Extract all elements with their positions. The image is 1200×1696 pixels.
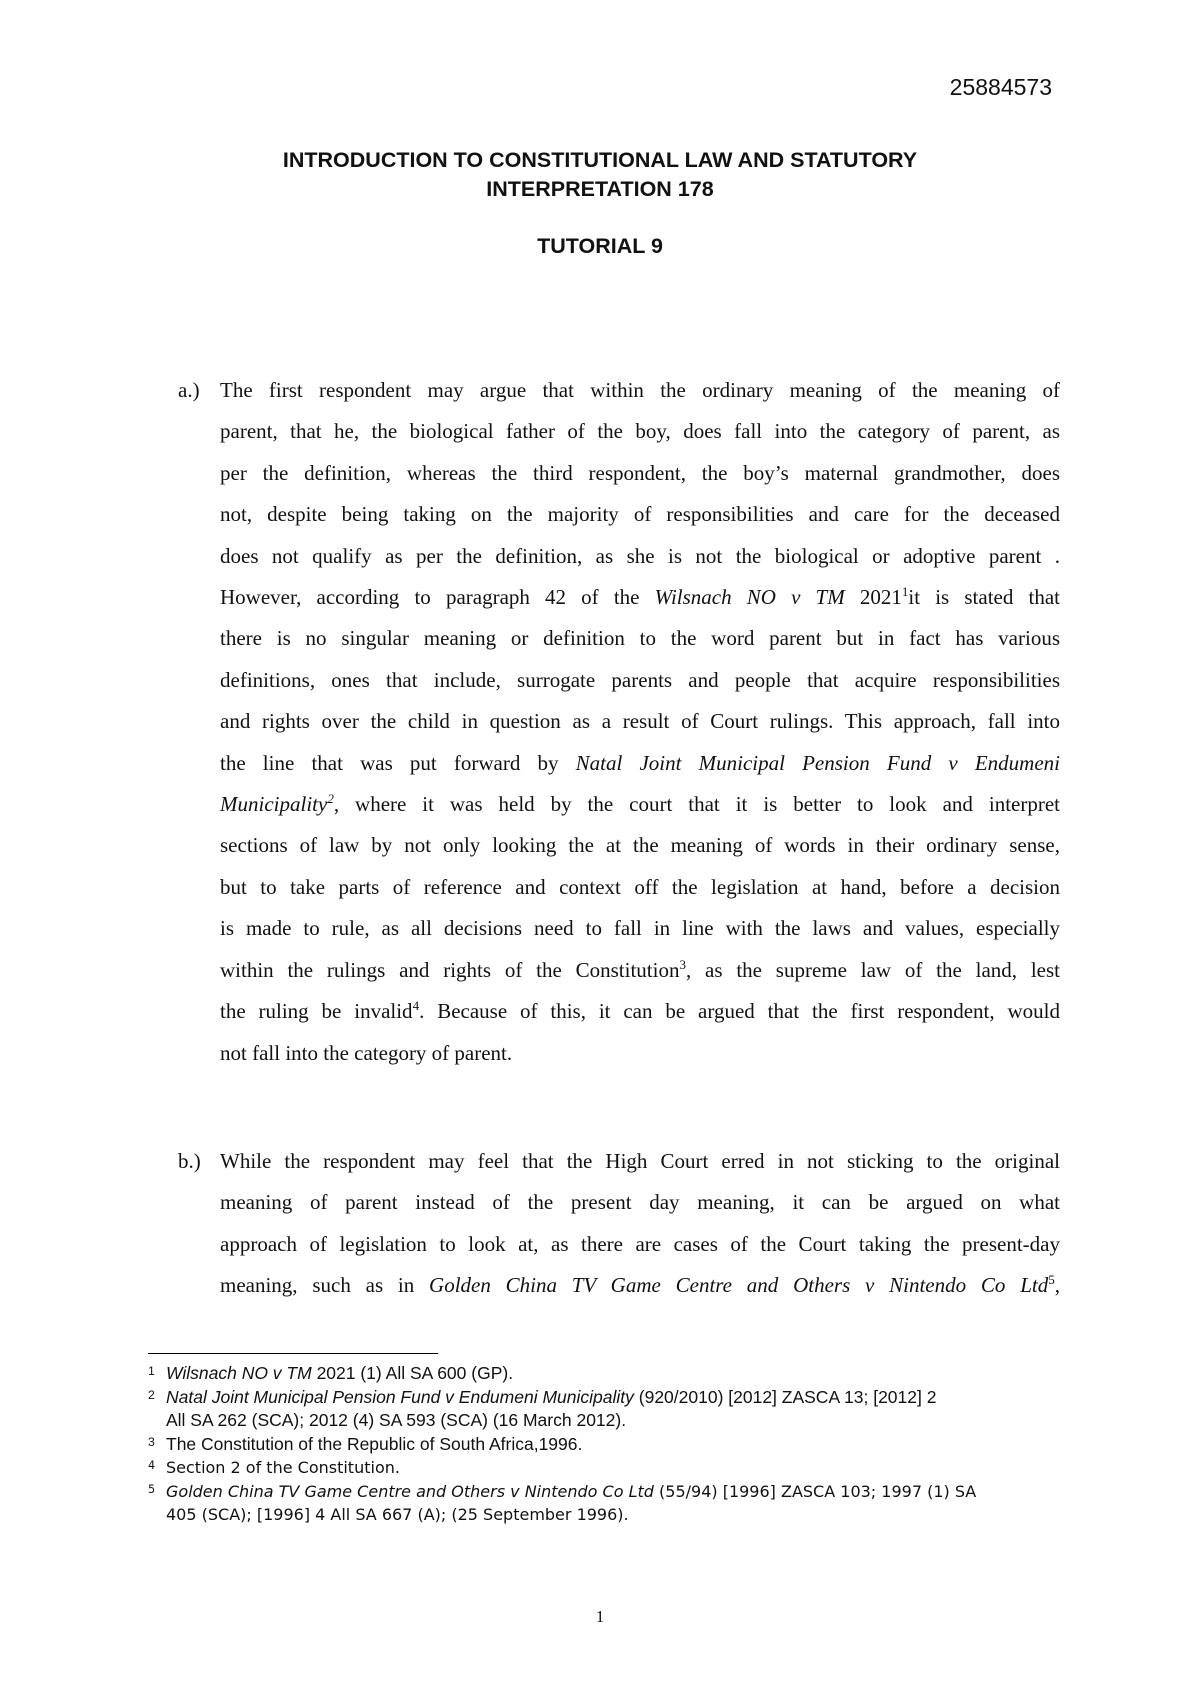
footnote-1: 1 Wilsnach NO v TM 2021 (1) All SA 600 (GP). (148, 1363, 514, 1383)
answer-a-line: the line that was put forward by Natal Joint Municipal Pension Fund v Endumeni (220, 750, 1061, 775)
footnote-5: 5 Golden China TV Game Centre and Others v Nintendo Co Ltd (55/94) [1996] ZASCA 103; 1997 (1) SA 405 (SCA); [1996] 4 All SA 667 (A); (25 September 1996). (148, 1481, 977, 1524)
footnote-separator (148, 1353, 438, 1354)
answer-a-line: not fall into the category of parent. (220, 1040, 513, 1065)
case-name: Municipality (220, 792, 328, 817)
answer-a-line: and rights over the child in question as a result of Court rulings. This approach, fall into (220, 709, 1060, 734)
answer-a-line: there is no singular meaning or definition to the word parent but in fact has various (220, 626, 1060, 651)
answer-a-line: not, despite being taking on the majority of responsibilities and care for the deceased (220, 502, 1060, 527)
document-title-line-2: INTERPRETATION 178 (486, 177, 714, 201)
footnote-ref: 2 (327, 791, 334, 807)
footnote-ref: 5 (1048, 1272, 1055, 1288)
answer-a-label: a.) (178, 378, 200, 402)
case-name: Golden China TV Game Centre and Others v Nintendo Co Ltd (429, 1273, 1049, 1298)
answer-b-label: b.) (178, 1149, 201, 1173)
answer-b-line: approach of legislation to look at, as there are cases of the Court taking the present-day (220, 1231, 1060, 1256)
answer-a-line: is made to rule, as all decisions need to fall in line with the laws and values, especially (220, 916, 1060, 941)
student-number: 25884573 (949, 74, 1052, 100)
footnote-ref: 1 (901, 584, 909, 600)
answer-b (180, 1141, 1060, 1307)
answer-a-line: per the definition, whereas the third respondent, the boy’s maternal grandmother, does (220, 460, 1060, 485)
footnote-ref: 4 (412, 998, 420, 1014)
answer-b-line: meaning, such as in Golden China TV Game Centre and Others v Nintendo Co Ltd$^5$, (220, 1272, 1060, 1298)
answer-b-line: While the respondent may feel that the High Court erred in not sticking to the original (220, 1149, 1060, 1173)
case-name: Natal Joint Municipal Pension Fund v Endumeni (575, 750, 1061, 775)
footnote-ref: 3 (679, 956, 686, 972)
answer-a-line: does not qualify as per the definition, as she is not the biological or adoptive parent . (220, 543, 1060, 568)
footnotes (148, 1362, 1058, 1527)
answer-a-line: The first respondent may argue that within the ordinary meaning of the meaning of (220, 378, 1060, 402)
answer-a-line: the ruling be invalid$^4$. Because of this, it can be argued that the first respondent, would (220, 998, 1060, 1024)
answer-a-line: parent, that he, the biological father of the boy, does fall into the category of parent, as (220, 419, 1060, 444)
answer-a-line: definitions, ones that include, surrogate parents and people that acquire responsibilities (220, 667, 1060, 692)
document-title-line-1: INTRODUCTION TO CONSTITUTIONAL LAW AND STATUTORY (282, 148, 918, 172)
tutorial-heading: TUTORIAL 9 (537, 234, 663, 258)
answer-a-line: However, according to paragraph 42 of the Wilsnach NO v TM 2021$^1$it is stated that (220, 584, 1060, 610)
answer-a (180, 370, 1060, 1074)
answer-a-line: Municipality$^2$, where it was held by the court that it is better to look and interpret (220, 791, 1060, 817)
footnote-3: 3 The Constitution of the Republic of South Africa,1996. (148, 1433, 583, 1454)
footnote-4: 4 Section 2 of the Constitution. (148, 1458, 400, 1477)
answer-a-line: sections of law by not only looking the at the meaning of words in their ordinary sense, (220, 833, 1060, 858)
page-number: 1 (595, 1607, 605, 1626)
answer-a-line: but to take parts of reference and context off the legislation at hand, before a decision (220, 874, 1060, 899)
answer-b-line: meaning of parent instead of the present day meaning, it can be argued on what (220, 1190, 1060, 1215)
answer-a-line: within the rulings and rights of the Constitution$^3$, as the supreme law of the land, lest (220, 956, 1060, 982)
case-name: Wilsnach NO v TM (654, 585, 845, 610)
footnote-2: 2 Natal Joint Municipal Pension Fund v Endumeni Municipality (920/2010) [2012] ZASCA 13; [2012] 2 All SA 262 (SCA); 2012 (4) SA 593 (SCA) (16 March 2012). (148, 1386, 937, 1430)
